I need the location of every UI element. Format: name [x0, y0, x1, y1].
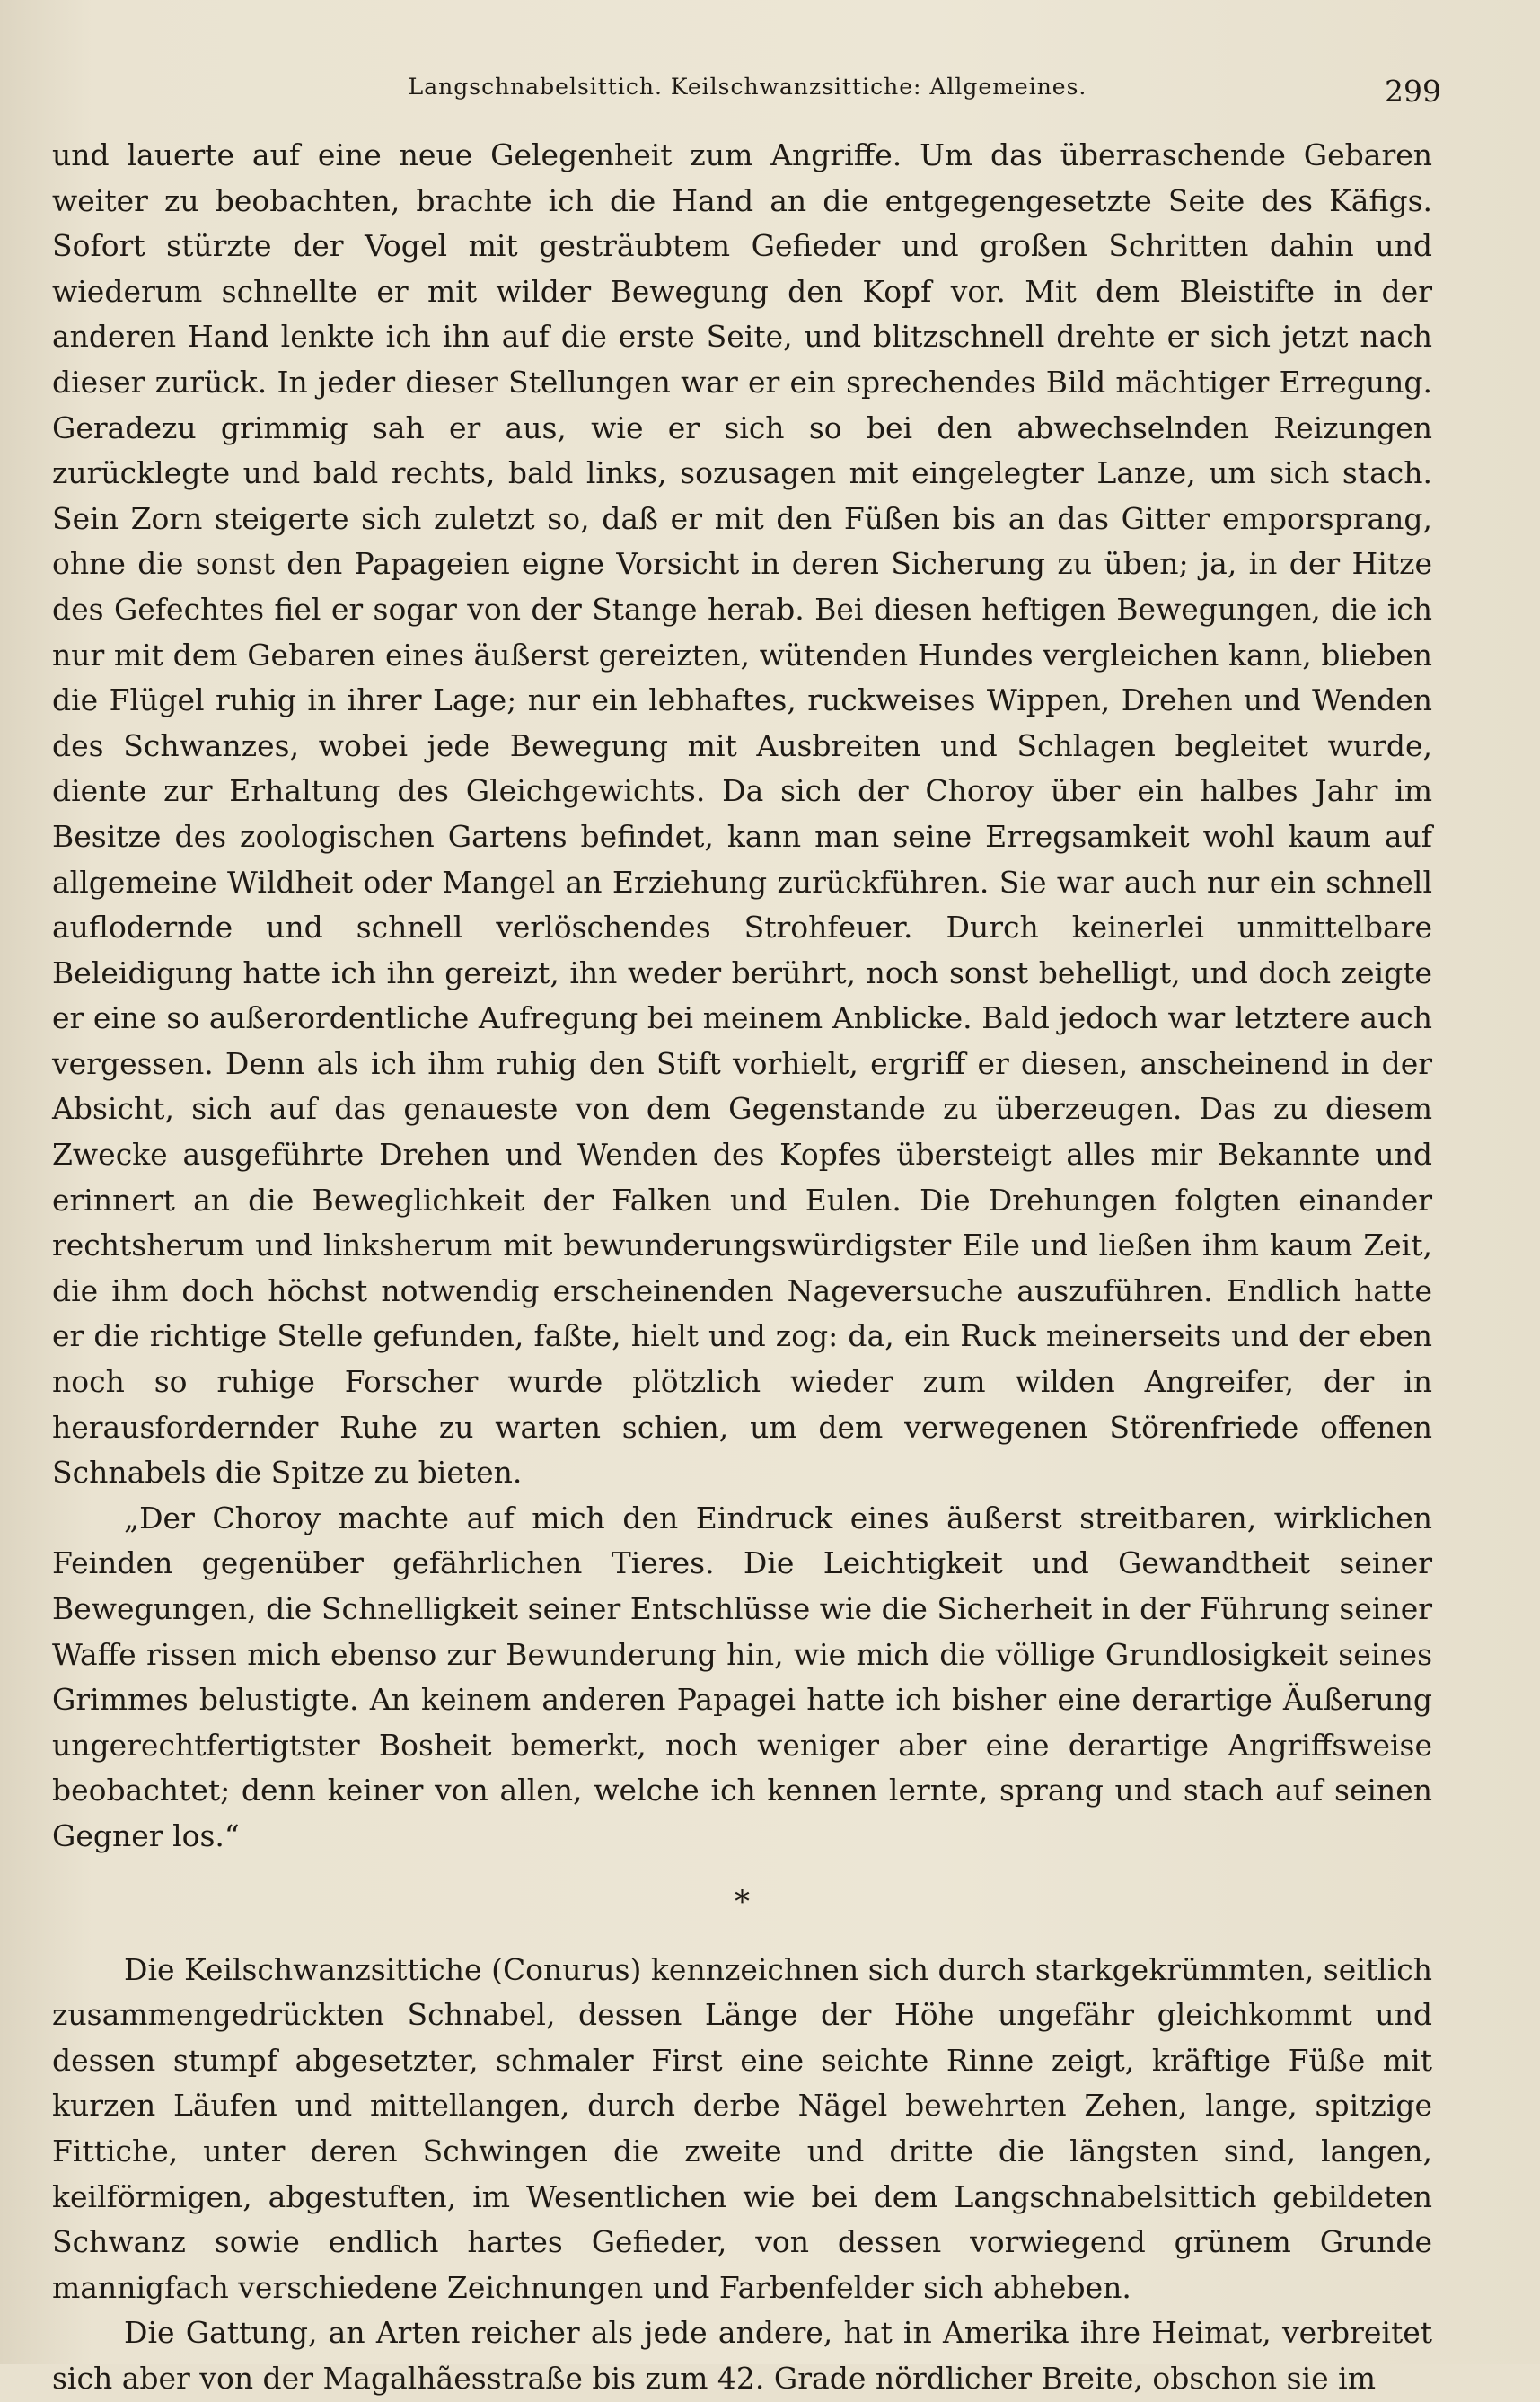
- paragraph-3: Die Keilschwanzsittiche (Conurus) kennzeichnen sich durch starkgekrümmten, seitlich zusammengedrückten Schnabel, dessen Länge der Höhe ungefähr gleichkommt und dessen stumpf abgesetzter, schmaler First eine seichte Rinne zeigt, kräftige Füße mit kurzen Läufen und mittellangen, durch derbe Nägel bewehrten Zehen, lange, spitzige Fittiche, unter deren Schwingen die zweite und dritte die längsten sind, langen, keilförmigen, abgestuften, im Wesentlichen wie bei dem Langschnabelsittich gebildeten Schwanz sowie endlich hartes Gefieder, von dessen vorwiegend grünem Grunde mannigfach verschiedene Zeichnungen und Farbenfelder sich abheben.: [52, 1951, 1432, 2305]
- body-text: [52, 133, 1432, 2402]
- paragraph-2-quote: „Der Choroy machte auf mich den Eindruck eines äußerst streitbaren, wirklichen Feinden gegenüber gefährlichen Tieres. Die Leichtigkeit und Gewandtheit seiner Bewegungen, die Schnelligkeit seiner Entschlüsse wie die Sicherheit in der Führung seiner Waffe rissen mich ebenso zur Bewunderung hin, wie mich die völlige Grundlosigkeit seines Grimmes belustigte. An keinem anderen Papagei hatte ich bisher eine derartige Äußerung ungerechtfertigtster Bosheit bemerkt, noch weniger aber eine derartige Angriffsweise beobachtet; denn keiner von allen, welche ich kennen lernte, sprang und stach auf seinen Gegner los.“: [52, 1500, 1432, 1853]
- page-header: [54, 74, 1441, 128]
- page-number: 299: [1385, 74, 1441, 109]
- paragraph-1: und lauerte auf eine neue Gelegenheit zum Angriffe. Um das überraschende Gebaren weiter zu beobachten, brachte ich die Hand an die entgegengesetzte Seite des Käfigs. Sofort stürzte der Vogel mit gesträubtem Gefieder und großen Schritten dahin und wiederum schnellte er mit wilder Bewegung den Kopf vor. Mit dem Bleistifte in der anderen Hand lenkte ich ihn auf die erste Seite, und blitzschnell drehte er sich jetzt nach dieser zurück. In jeder dieser Stellungen war er ein sprechendes Bild mächtiger Erregung. Geradezu grimmig sah er aus, wie er sich so bei den abwechselnden Reizungen zurücklegte und bald rechts, bald links, sozusagen mit eingelegter Lanze, um sich stach. Sein Zorn steigerte sich zuletzt so, daß er mit den Füßen bis an das Gitter emporsprang, ohne die sonst den Papageien eigne Vorsicht in deren Sicherung zu üben; ja, in der Hitze des Gefechtes fiel er sogar von der Stange herab. Bei diesen heftigen Bewegungen, die ich nur mit dem Gebaren eines äußerst gereizten, wütenden Hundes vergleichen kann, blieben die Flügel ruhig in ihrer Lage; nur ein lebhaftes, ruckweises Wippen, Drehen und Wenden des Schwanzes, wobei jede Bewegung mit Ausbreiten und Schlagen begleitet wurde, diente zur Erhaltung des Gleichgewichts. Da sich der Choroy über ein halbes Jahr im Besitze des zoologischen Gartens befindet, kann man seine Erregsamkeit wohl kaum auf allgemeine Wildheit oder Mangel an Erziehung zurückführen. Sie war auch nur ein schnell auflodernde und schnell verlöschendes Strohfeuer. Durch keinerlei unmittelbare Beleidigung hatte ich ihn gereizt, ihn weder berührt, noch sonst behelligt, und doch zeigte er eine so außerordentliche Aufregung bei meinem Anblicke. Bald jedoch war letztere auch vergessen. Denn als ich ihm ruhig den Stift vorhielt, ergriff er diesen, anscheinend in der Absicht, sich auf das genaueste von dem Gegenstande zu überzeugen. Das zu diesem Zwecke ausgeführte Drehen und Wenden des Kopfes übersteigt alles mir Bekannte und erinnert an die Beweglichkeit der Falken und Eulen. Die Drehungen folgten einander rechtsherum und linksherum mit bewunderungswürdigster Eile und ließen ihm kaum Zeit, die ihm doch höchst notwendig erscheinenden Nageversuche auszuführen. Endlich hatte er die richtige Stelle gefunden, faßte, hielt und zog: da, ein Ruck meinerseits und der eben noch so ruhige Forscher wurde plötzlich wieder zum wilden Angreifer, der in herausfordernder Ruhe zu warten schien, um dem verwegenen Störenfriede offenen Schnabels die Spitze zu bieten.: [52, 137, 1432, 1491]
- section-separator: *: [735, 1883, 750, 1920]
- paragraph-4: Die Gattung, an Arten reicher als jede andere, hat in Amerika ihre Heimat, verbreitet sich aber von der Magalhãesstraße bis zum 42. Grade nördlicher Breite, obschon sie im: [52, 2315, 1432, 2396]
- running-head: Langschnabelsittich. Keilschwanzsittiche: Allgemeines.: [408, 74, 1087, 100]
